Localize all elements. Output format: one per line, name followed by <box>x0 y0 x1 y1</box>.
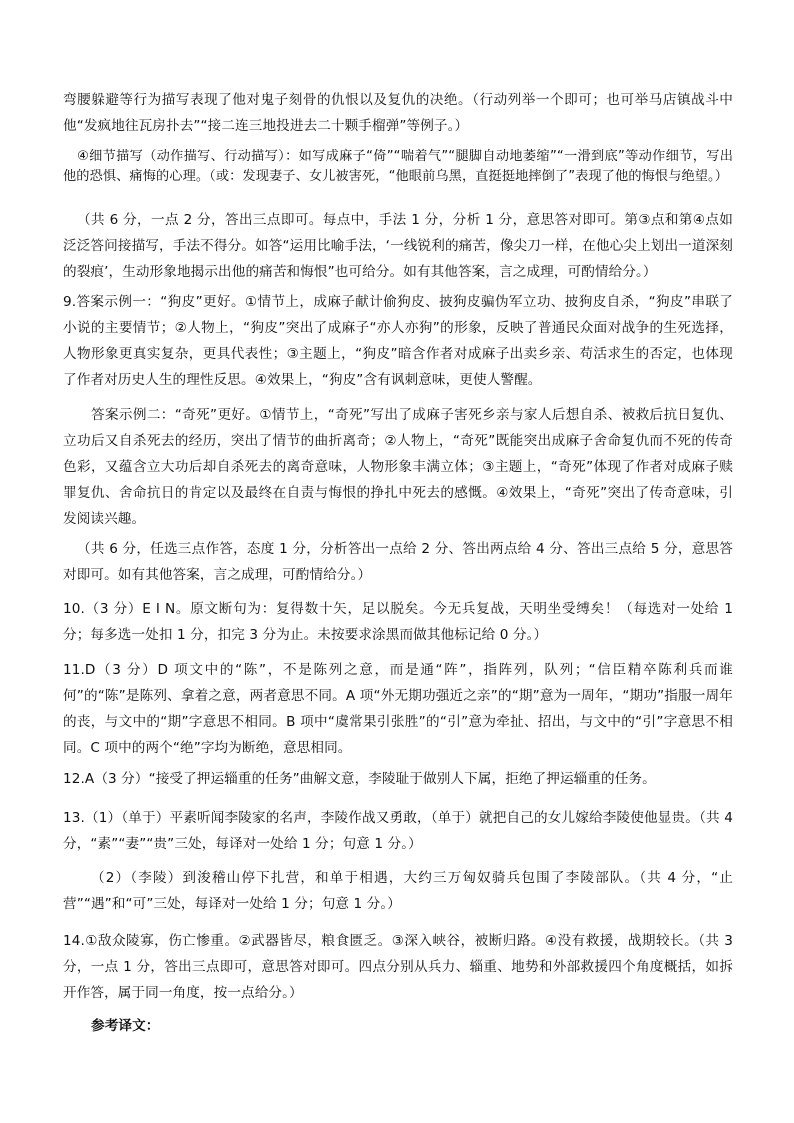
paragraph-answer-14: 14.①敌众陵寡，伤亡惨重。②武器皆尽，粮食匮乏。③深入峡谷，被断归路。④没有救援，战期较长。（共 3 分，一点 1 分，答出三点即可，意思答对即可。四点分别从兵力、辎重、地势和外部救援四个角度概括，如拆开作答，属于同一角度，按一点给分。） <box>63 933 733 1001</box>
paragraph-answer-10: 10.（3 分）E I N。原文断句为：复得数十矢，足以脱矣。今无兵复战，天明坐受缚矣！（每选对一处给 1 分；每多选一处扣 1 分，扣完 3 分为止。未按要求涂黑而做其他标记给 0 分。） <box>63 601 733 643</box>
paragraph-answer-9-example-1: 9.答案示例一：“狗皮”更好。①情节上，成麻子献计偷狗皮、披狗皮骗伪军立功、披狗皮自杀，“狗皮”串联了小说的主要情节；②人物上，“狗皮”突出了成麻子“亦人亦狗”的形象，反映了普通民众面对战争的生死选择，人物形象更真实复杂，更具代表性；③主题上，“狗皮”暗含作者对成麻子出卖乡亲、苟活求生的否定，也体现了作者对历史人生的理性反思。④效果上，“狗皮”含有讽刺意味，更使人警醒。 <box>63 294 733 388</box>
paragraph-answer-8-continued: 弯腰躲避等行为描写表现了他对鬼子刻骨的仇恨以及复仇的决绝。（行动列举一个即可；也可举马店镇战斗中他“发疯地往瓦房扑去”“接二连三地投进去二十颗手榴弹”等例子。） <box>63 92 733 134</box>
paragraph-answer-11: 11.D（3 分）D 项文中的“陈”，不是陈列之意，而是通“阵”，指阵列，队列；“信臣精卒陈利兵而谁何”的“陈”是陈列、拿着之意，两者意思不同。A 项“外无期功强近之亲”的“期”意为一周年，“期功”指服一周年的丧，与文中的“期”字意思不相同。B 项中“虞常果引张胜”的“引”意为牵扯、招出，与文中的“引”字意思不相同。C 项中的两个“绝”字均为断绝，意思相同。 <box>63 662 733 756</box>
paragraph-scoring-9: （共 6 分，任选三点作答，态度 1 分，分析答出一点给 2 分、答出两点给 4 分、答出三点给 5 分，意思答对即可。如有其他答案，言之成理，可酌情给分。） <box>63 541 733 583</box>
paragraph-answer-13-2: （2）（李陵）到浚稽山停下扎营，和单于相遇，大约三万匈奴骑兵包围了李陵部队。（共 4 分，“止营”“遇”和“可”三处，每译对一处给 1 分；句意 1 分。） <box>63 870 733 912</box>
paragraph-detail-description: ④细节描写（动作描写、行动描写）：如写成麻子“倚”“喘着气”“腿脚自动地萎缩”“一滑到底”等动作细节，写出他的恐惧、痛悔的心理。（或：发现妻子、女儿被害死，“他眼前乌黑，直挺挺地摔倒了”表现了他的悔恨与绝望。） <box>63 149 733 184</box>
paragraph-answer-12: 12.A（3 分）“接受了押运辎重的任务”曲解文意，李陵耻于做别人下属，拒绝了押运辎重的任务。 <box>63 771 656 787</box>
paragraph-answer-9-example-2: 答案示例二：“奇死”更好。①情节上，“奇死”写出了成麻子害死乡亲与家人后想自杀、被救后抗日复仇、立功后又自杀死去的经历，突出了情节的曲折离奇；②人物上，“奇死”既能突出成麻子舍命复仇而不死的传奇色彩，又蕴含立大功后却自杀死去的离奇意味，人物形象丰满立体；③主题上，“奇死”体现了作者对成麻子赎罪复仇、舍命抗日的肯定以及最终在自责与悔恨的挣扎中死去的感慨。④效果上，“奇死”突出了传奇意味，引发阅读兴趣。 <box>63 407 733 527</box>
paragraph-scoring-8: （共 6 分，一点 2 分，答出三点即可。每点中，手法 1 分，分析 1 分，意思答对即可。第③点和第④点如泛泛答问接描写，手法不得分。如答“运用比喻手法，‘一线锐利的痛苦，像尖刀一样，在他心尖上划出一道深刻的裂痕’，生动形象地揭示出他的痛苦和悔恨”也可给分。如有其他答案，言之成理，可酌情给分。） <box>63 212 733 280</box>
reference-translation-heading: 参考译文： <box>91 1018 160 1034</box>
paragraph-answer-13-1: 13.（1）（单于）平素听闻李陵家的名声，李陵作战又勇敢，（单于）就把自己的女儿嫁给李陵使他显贵。（共 4 分，“素”“妻”“贵”三处，每译对一处给 1 分；句意 1 分。） <box>63 810 733 852</box>
